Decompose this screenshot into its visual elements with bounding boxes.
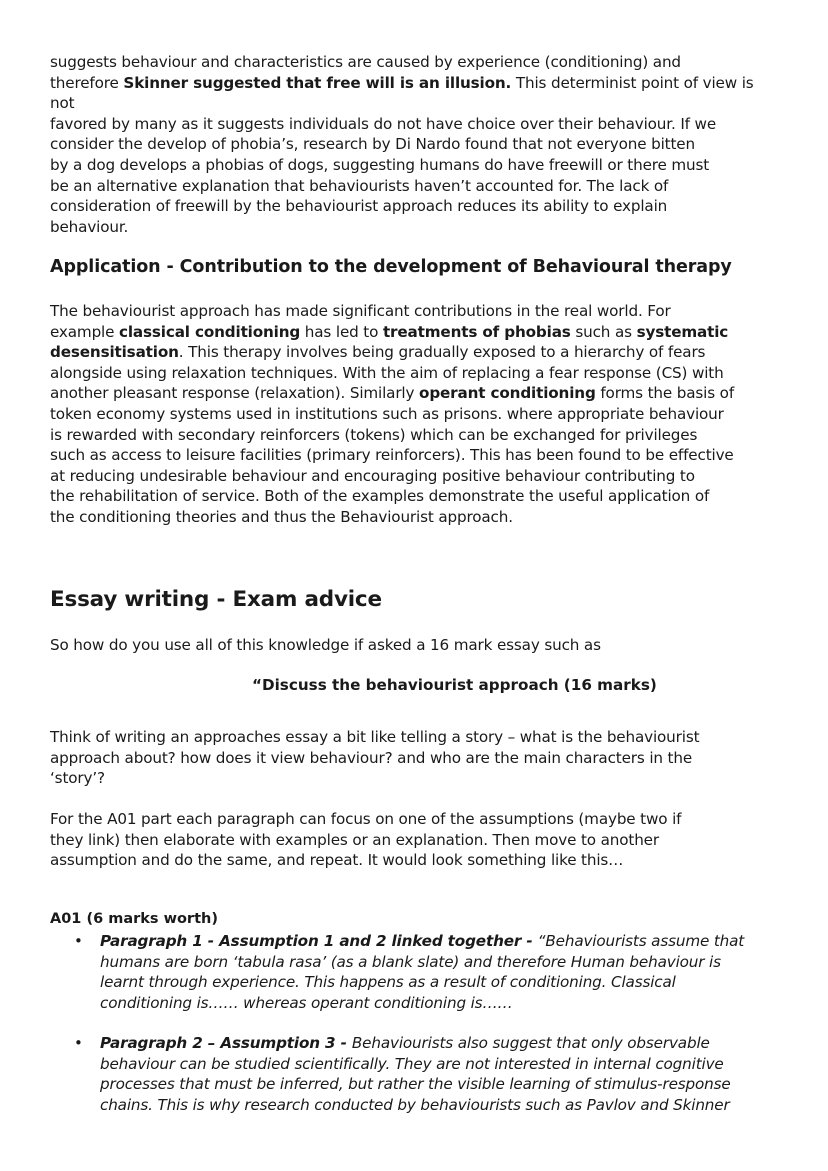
essay-question: “Discuss the behaviourist approach (16 marks): [252, 676, 657, 694]
bullet-paragraph-2: [74, 1033, 790, 1115]
essay-heading: Essay writing - Exam advice: [50, 587, 382, 612]
application-heading: Application - Contribution to the development of Behavioural therapy: [50, 257, 732, 277]
a01-heading: A01 (6 marks worth): [50, 911, 218, 927]
bold-text: treatments of phobias: [382, 322, 571, 341]
application-paragraph: The behaviourist approach has made significant contributions in the real world. For example classical conditioning has led to treatments of phobias such as systematic desensitisation. This therapy involves being gradually exposed to a hierarchy of fears alongside using relaxation techniques. With the aim of replacing a fear response (CS) with another pleasant response (relaxation). Similarly operant conditioning forms the basis of token economy systems used in institutions such as prisons. where appropriate behaviour is rewarded with secondary reinforcers (tokens) which can be exchanged for privileges such as access to leisure facilities (primary reinforcers). This has been found to be effective at reducing undesirable behaviour and encouraging positive behaviour contributing to the rehabilitation of service. Both of the examples demonstrate the useful application of the conditioning theories and thus the Behaviourist approach.: [50, 302, 735, 526]
story-paragraph: Think of writing an approaches essay a bit like telling a story – what is the behaviourist approach about? how does it view behaviour? and who are the main characters in the ‘story’?: [50, 728, 700, 788]
bullet-text: Paragraph 2 – Assumption 3 - Behaviourists also suggest that only observable behaviour can be studied scientifically. They are not interested in internal cognitive processes that must be inferred, but rather the visible learning of stimulus-response chains. This is why research conducted by behaviourists such as Pavlov and Skinner: [100, 1034, 731, 1114]
bold-text: Paragraph 1 - Assumption 1 and 2 linked together -: [100, 932, 538, 950]
a01-advice-paragraph: For the A01 part each paragraph can focus on one of the assumptions (maybe two if they link) then elaborate with examples or an explanation. Then move to another assumption and do the same, and repeat. It would look something like this…: [50, 810, 682, 870]
bullet-paragraph-1: [74, 931, 790, 1013]
bullet-text: Paragraph 1 - Assumption 1 and 2 linked together - “Behaviourists assume that humans are born ‘tabula rasa’ (as a blank slate) and therefore Human behaviour is learnt through experience. This happens as a result of conditioning. Classical conditioning is…… whereas operant conditioning is……: [100, 932, 745, 1012]
essay-intro-line: So how do you use all of this knowledge if asked a 16 mark essay such as: [50, 636, 601, 654]
intro-paragraph: suggests behaviour and characteristics are caused by experience (conditioning) and therefore Skinner suggested that free will is an illusion. This determinist point of view is not favored by many as it suggests individuals do not have choice over their behaviour. If we consider the develop of phobia’s, research by Di Nardo found that not everyone bitten by a dog develops a phobias of dogs, suggesting humans do have freewill or there must be an alternative explanation that behaviourists haven’t accounted for. The lack of consideration of freewill by the behaviourist approach reduces its ability to explain behaviour.: [50, 53, 754, 236]
bold-text: Skinner suggested that free will is an illusion.: [123, 73, 512, 92]
bold-text: Paragraph 2 – Assumption 3 -: [100, 1034, 352, 1052]
bold-text: desensitisation: [50, 343, 179, 362]
bold-text: systematic: [636, 322, 729, 341]
bullet-marker: •: [74, 932, 83, 950]
bold-text: classical conditioning: [119, 322, 301, 341]
bullet-marker: •: [74, 1034, 83, 1052]
bold-text: operant conditioning: [419, 384, 596, 403]
